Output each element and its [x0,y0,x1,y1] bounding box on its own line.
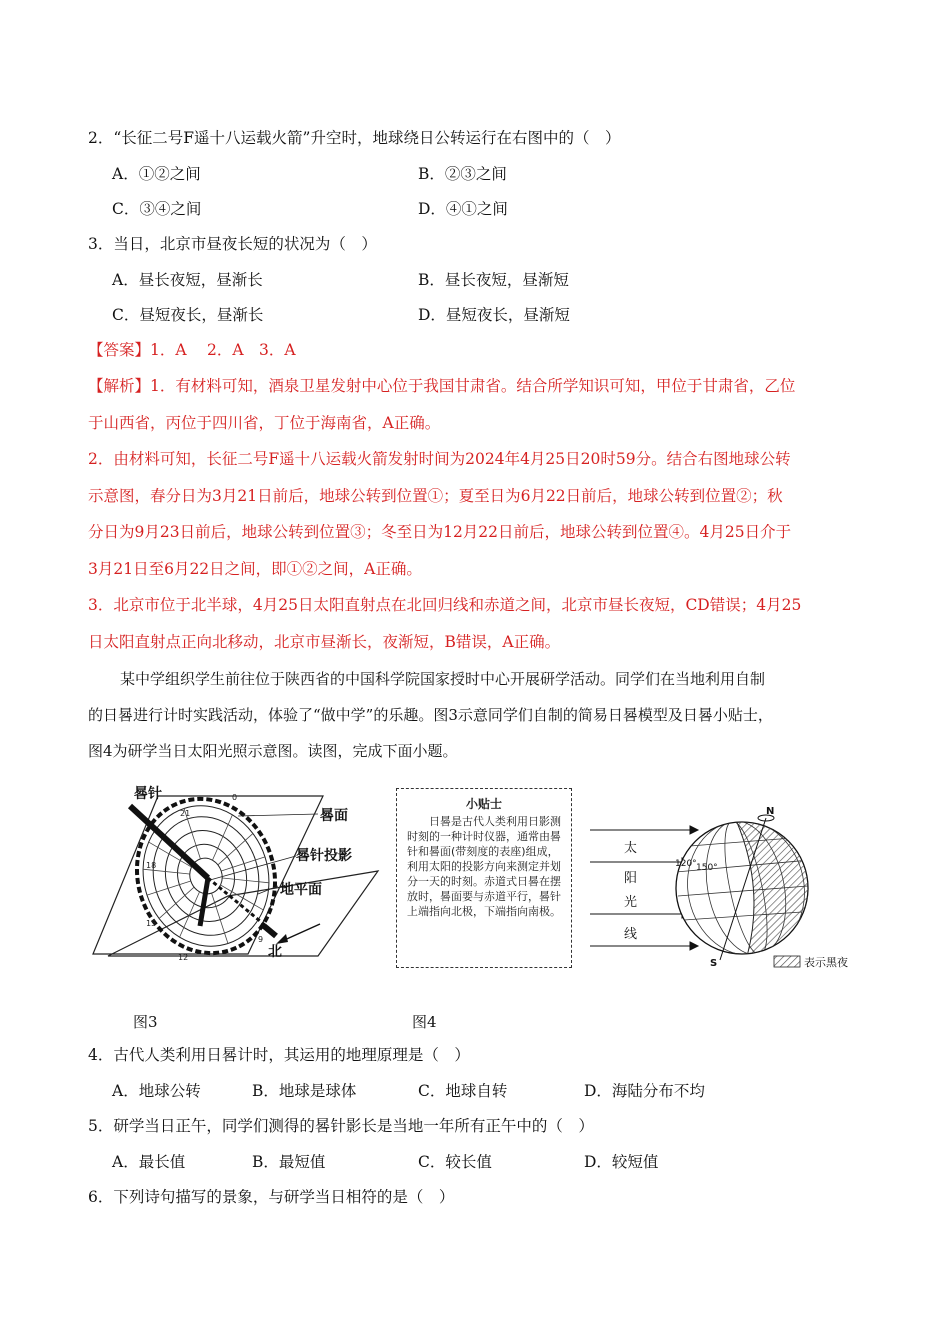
night-legend-label: 表示黑夜 [804,956,848,969]
q2-option-b: B．②③之间 [418,165,507,183]
answer-label: 【答案】 [88,341,151,359]
gnomon-shadow [200,878,208,926]
analysis-line-8: 日太阳直射点正向北移动，北京市昼渐长，夜渐短，B错误，A正确。 [88,633,561,651]
dial-number: 12 [178,953,189,962]
q4-option-a: A．地球公转 [112,1082,201,1100]
q5-stem: 5．研学当日正午，同学们测得的晷针影长是当地一年所有正午中的（ ） [88,1117,594,1135]
dial-label: 晷面 [320,808,348,824]
q6-stem: 6．下列诗句描写的景象，与研学当日相符的是（ ） [88,1188,455,1206]
material-line-2: 的日晷进行计时实践活动，体验了“做中学”的乐趣。图3示意同学们自制的简易日晷模型及日晷小贴士， [88,706,773,724]
q3-stem: 3．当日，北京市昼夜长短的状况为（ ） [88,235,377,253]
longitude-150-label: 150° [696,863,718,873]
analysis-line-5: 分日为9月23日前后，地球公转到位置③；冬至日为12月22日前后，地球公转到位置④。4月25日介于 [88,523,792,541]
analysis-line-4: 示意图，春分日为3月21日前后，地球公转到位置①；夏至日为6月22日前后，地球公转到位置②；秋 [88,487,783,505]
q5-option-d: D．较短值 [584,1153,659,1171]
analysis-line-1 [88,376,795,396]
analysis-label: 【解析】 [88,377,151,395]
sundial-diagram [88,776,388,976]
q3-option-a: A．昼长夜短，昼渐长 [112,271,263,289]
q4-option-b: B．地球是球体 [252,1082,357,1100]
analysis-line-6: 3月21日至6月22日之间，即①②之间，A正确。 [88,560,422,578]
q2-option-d: D．④①之间 [418,200,508,218]
q3-option-b: B．昼长夜短，昼渐短 [418,271,569,289]
sunlight-char-2: 阳 [624,871,638,886]
q3-option-c: C．昼短夜长，昼渐长 [112,306,264,324]
q4-option-c: C．地球自转 [418,1082,508,1100]
gnomon-tip [264,926,276,936]
sunlight-char-4: 线 [624,927,638,942]
tip-box [396,788,572,968]
answer-line [88,340,296,360]
dial-number: 18 [146,861,157,870]
longitude-120-label: 120° [675,859,697,869]
north-label: 北 [268,944,282,960]
dial-number: 0 [232,793,238,802]
illumination-diagram [586,800,876,980]
q4-option-d: D．海陆分布不均 [584,1082,705,1100]
analysis-line-3: 2．由材料可知，长征二号F遥十八运载火箭发射时间为2024年4月25日20时59分。结合右图地球公转 [88,450,791,468]
q2-stem: 2．“长征二号F遥十八运载火箭”升空时，地球绕日公转运行在右图中的（ ） [88,129,621,147]
analysis-text-1: 1．有材料可知，酒泉卫星发射中心位于我国甘肃省。结合所学知识可知，甲位于甘肃省，乙位 [150,377,796,395]
answer-text: 1．A 2．A 3．A [150,341,296,359]
analysis-line-2: 于山西省，丙位于四川省，丁位于海南省，A正确。 [88,414,441,432]
q5-option-b: B．最短值 [252,1153,326,1171]
north-pole-label: N [766,806,775,817]
projection-label: 晷针投影 [296,848,352,864]
q4-stem: 4．古代人类利用日晷计时，其运用的地理原理是（ ） [88,1046,470,1064]
material-line-3: 图4为研学当日太阳光照示意图。读图，完成下面小题。 [88,742,458,760]
sunlight-char-1: 太 [624,841,638,856]
q5-option-a: A．最长值 [112,1153,186,1171]
q5-option-c: C．较长值 [418,1153,492,1171]
figure4-caption: 图4 [412,1013,437,1031]
dial-number: 21 [180,809,191,818]
analysis-line-7: 3．北京市位于北半球，4月25日太阳直射点在北回归线和赤道之间，北京市昼长夜短，CD错误；4月25 [88,596,802,614]
q3-option-d: D．昼短夜长，昼渐短 [418,306,570,324]
tip-body: 日晷是古代人类利用日影测时刻的一种计时仪器，通常由晷针和晷面(带刻度的表座)组成，利用太阳的投影方向来测定并划分一天的时刻。赤道式日晷在摆放时，晷面要与赤道平行，晷针上端指向北极，下端指向南极。 [407,815,561,918]
night-legend-swatch [774,956,800,967]
material-line-1: 某中学组织学生前往位于陕西省的中国科学院国家授时中心开展研学活动。同学们在当地利用自制 [120,670,766,688]
sunlight-char-3: 光 [624,895,638,910]
tip-title: 小贴士 [465,797,502,811]
ground-label: 地平面 [280,882,322,898]
dial-number: 15 [146,919,157,928]
south-pole-label: S [710,958,718,969]
q2-option-a: A．①②之间 [112,165,201,183]
dial-number: 9 [258,935,264,944]
gnomon-label: 晷针 [134,786,162,802]
q2-option-c: C．③④之间 [112,200,202,218]
figure3-caption: 图3 [133,1013,158,1031]
